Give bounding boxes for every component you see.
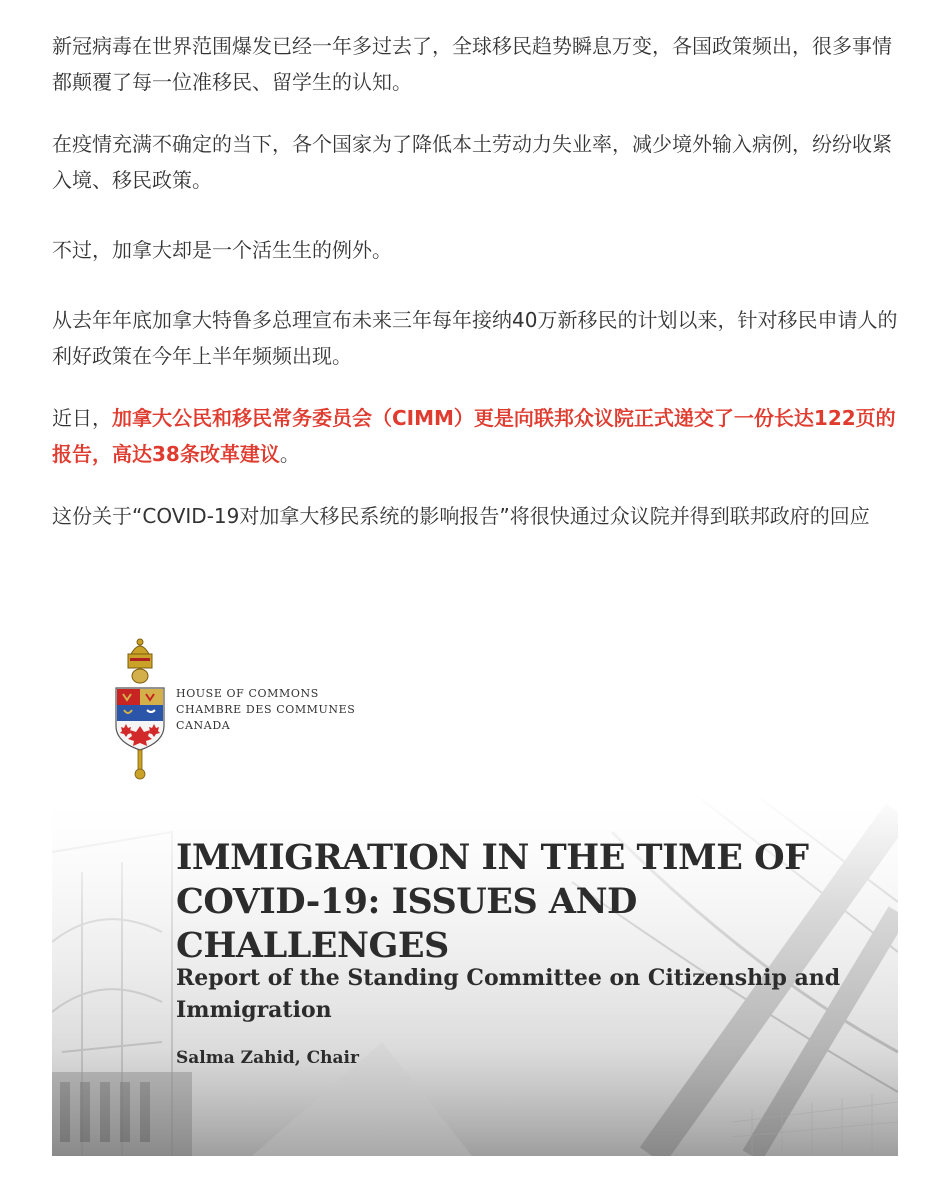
paragraph-1: 新冠病毒在世界范围爆发已经一年多过去了，全球移民趋势瞬息万变，各国政策频出，很多事情都颠覆了每一位准移民、留学生的认知。 bbox=[52, 34, 892, 94]
institution-line-fr: CHAMBRE DES COMMUNES bbox=[176, 703, 356, 716]
paragraph-4: 从去年年底加拿大特鲁多总理宣布未来三年每年接纳40万新移民的计划以来，针对移民申请人的利好政策在今年上半年频频出现。 bbox=[52, 308, 898, 368]
article-body bbox=[52, 0, 900, 534]
highlighted-text: 加拿大公民和移民常务委员会（CIMM）更是向联邦众议院正式递交了一份长达122页的报告，高达38条改革建议 bbox=[52, 406, 896, 466]
paragraph-5-suffix: 。 bbox=[279, 442, 300, 466]
institution-line-country: CANADA bbox=[176, 719, 231, 732]
report-subtitle: Report of the Standing Committee on Citizenship and Immigration bbox=[176, 965, 841, 1023]
paragraph-5-prefix: 近日， bbox=[52, 406, 112, 430]
coat-of-arms-icon bbox=[110, 634, 170, 784]
paragraph-6: 这份关于“COVID-19对加拿大移民系统的影响报告”将很快通过众议院并得到联邦政府的回应 bbox=[52, 504, 870, 528]
report-cover-image bbox=[52, 632, 898, 1156]
institution-line-en: HOUSE OF COMMONS bbox=[176, 687, 319, 700]
paragraph-3: 不过，加拿大却是一个活生生的例外。 bbox=[52, 238, 392, 262]
report-title bbox=[176, 836, 876, 968]
cover-photo-panel bbox=[52, 792, 898, 1156]
report-chair: Salma Zahid, Chair bbox=[176, 1048, 359, 1068]
report-title-line-1: IMMIGRATION IN THE TIME OF bbox=[176, 837, 809, 878]
paragraph-5 bbox=[52, 400, 900, 472]
institution-name bbox=[176, 686, 355, 734]
paragraph-2: 在疫情充满不确定的当下，各个国家为了降低本土劳动力失业率，减少境外输入病例，纷纷收紧入境、移民政策。 bbox=[52, 132, 892, 192]
report-title-line-2: COVID-19: ISSUES AND CHALLENGES bbox=[176, 881, 637, 966]
